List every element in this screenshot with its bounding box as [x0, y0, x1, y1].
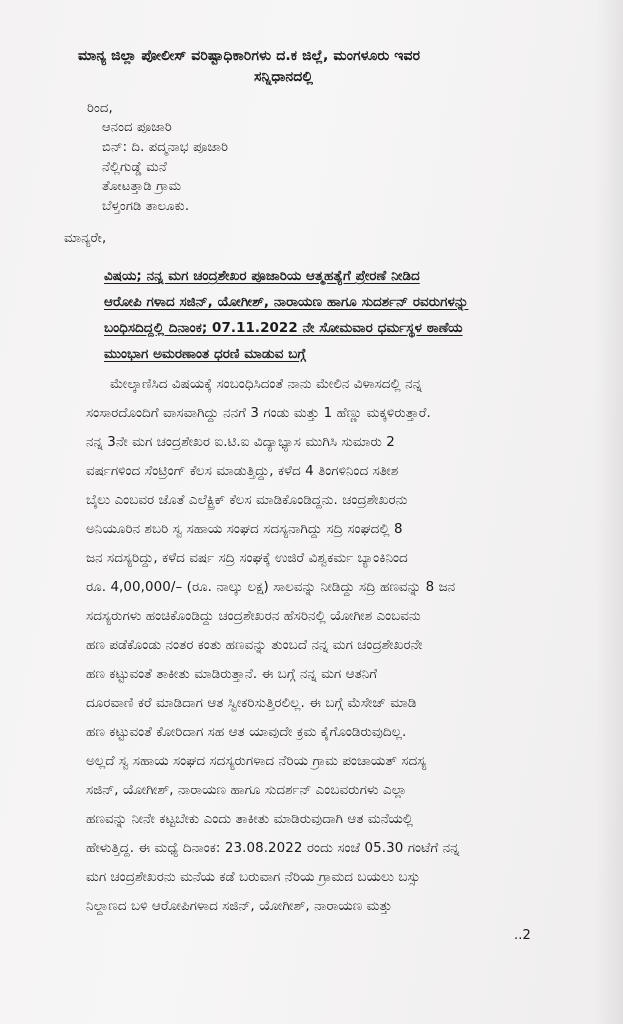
body-line-16: ಹಣವನ್ನು ನೀನೇ ಕಟ್ಟಬೇಕು ಎಂದು ತಾಕೀತು ಮಾಡಿರುವುದಾಗಿ ಆತ ಮನೆಯಲ್ಲಿ: [86, 812, 414, 827]
subject-line-2: ಆರೋಪಿ ಗಳಾದ ಸಜಿನ್, ಯೋಗೀಶ್, ನಾರಾಯಣ ಹಾಗೂ ಸುದರ್ಶನ್ ರವರುಗಳನ್ನು: [104, 295, 469, 310]
body-line-4: ವರ್ಷಗಳಿಂದ ಸೆಂಟ್ರಿಂಗ್ ಕೆಲಸ ಮಾಡುತ್ತಿದ್ದು, ಕಳೆದ 4 ತಿಂಗಳಿನಿಂದ ಸತೀಶ: [86, 464, 399, 479]
body-line-15: ಸಜಿನ್, ಯೋಗೀಶ್, ನಾರಾಯಣ ಹಾಗೂ ಸುದರ್ಶನ್ ಎಂಬವರುಗಳು ಎಲ್ಲಾ: [86, 783, 407, 798]
subject-line-3: ಬಂಧಿಸದಿದ್ದಲ್ಲಿ ದಿನಾಂಕ; 07.11.2022 ನೇ ಸೋಮವಾರ ಧರ್ಮಸ್ಥಳ ಠಾಣೆಯ: [104, 321, 463, 336]
heading-line-2: ಸನ್ನಿಧಾನದಲ್ಲಿ: [254, 69, 314, 85]
heading-line-1: ಮಾನ್ಯ ಜಿಲ್ಲಾ ಪೋಲೀಸ್ ವರಿಷ್ಟಾಧಿಕಾರಿಗಳು ದ.ಕ ಜಿಲ್ಲೆ, ಮಂಗಳೂರು ಇವರ: [78, 48, 421, 64]
body-line-2: ಸಂಸಾರದೊಂದಿಗೆ ವಾಸವಾಗಿದ್ದು ನನಗೆ 3 ಗಂಡು ಮತ್ತು 1 ಹೆಣ್ಣು ಮಕ್ಕಳಿರುತ್ತಾರೆ.: [86, 406, 431, 421]
sender-name: ಆನಂದ ಪೂಜಾರಿ: [102, 120, 172, 135]
body-line-11: ಹಣ ಕಟ್ಟುವಂತೆ ತಾಕೀತು ಮಾಡಿರುತ್ತಾನೆ. ಈ ಬಗ್ಗೆ ನನ್ನ ಮಗ ಆತನಿಗೆ: [86, 667, 378, 682]
body-line-9: ಸದಸ್ಯರುಗಳು ಹಂಚಿಕೊಂಡಿದ್ದು ಚಂದ್ರಶೇಖರನ ಹೆಸರಿನಲ್ಲಿ ಯೋಗೀಶ ಎಂಬವನು: [86, 609, 421, 624]
body-line-7: ಜನ ಸದಸ್ಯರಿದ್ದು, ಕಳೆದ ವರ್ಷ ಸದ್ರಿ ಸಂಘಕ್ಕೆ ಉಜಿರೆ ವಿಶ್ವಕರ್ಮ ಬ್ಯಾಂಕಿನಿಂದ: [86, 551, 408, 566]
body-line-17: ಹೇಳುತ್ತಿದ್ದ. ಈ ಮಧ್ಯೆ ದಿನಾಂಕ: 23.08.2022 ರಂದು ಸಂಜೆ 05.30 ಗಂಟೆಗೆ ನನ್ನ: [86, 841, 460, 856]
subject-line-1: ವಿಷಯ; ನನ್ನ ಮಗ ಚಂದ್ರಶೇಖರ ಪೂಜಾರಿಯ ಆತ್ಮಹತ್ಯೆಗೆ ಪ್ರೇರಣೆ ನೀಡಿದ: [104, 269, 420, 284]
body-line-5: ಬೈಲು ಎಂಬವರ ಜೊತೆ ಎಲೆಕ್ಟ್ರಿಕ್ ಕೆಲಸ ಮಾಡಿಕೊಂಡಿದ್ದನು. ಚಂದ್ರಶೇಖರನು: [86, 493, 408, 508]
sender-father: ಬಿನ್: ದಿ. ಪದ್ಮನಾಭ ಪೂಜಾರಿ: [102, 140, 229, 155]
body-line-13: ಹಣ ಕಟ್ಟುವಂತೆ ಕೋರಿದಾಗ ಸಹ ಆತ ಯಾವುದೇ ಕ್ರಮ ಕೈಗೊಂಡಿರುವುದಿಲ್ಲ.: [86, 725, 407, 740]
page-number: ..2: [514, 928, 531, 943]
salutation: ಮಾನ್ಯರೇ,: [64, 231, 107, 246]
body-line-14: ಅಲ್ಲದೆ ಸ್ವ ಸಹಾಯ ಸಂಘದ ಸದಸ್ಯರುಗಳಾದ ನೆರಿಯ ಗ್ರಾಮ ಪಂಚಾಯತ್ ಸದಸ್ಯ: [86, 754, 427, 769]
body-line-1: ಮೇಲ್ಕಾಣಿಸಿದ ವಿಷಯಕ್ಕೆ ಸಂಬಂಧಿಸಿದಂತೆ ನಾನು ಮೇಲಿನ ವಿಳಾಸದಲ್ಲಿ ನನ್ನ: [110, 377, 423, 392]
body-line-19: ನಿಲ್ದಾಣದ ಬಳಿ ಆರೋಪಿಗಳಾದ ಸಜಿನ್, ಯೋಗೀಶ್, ನಾರಾಯಣ ಮತ್ತು: [86, 899, 393, 914]
subject-line-4: ಮುಂಭಾಗ ಅಮರಣಾಂತ ಧರಣಿ ಮಾಡುವ ಬಗ್ಗೆ: [104, 347, 306, 362]
body-line-3: ನನ್ನ 3ನೇ ಮಗ ಚಂದ್ರಶೇಖರ ಐ.ಟಿ.ಐ ವಿದ್ಯಾಭ್ಯಾಸ ಮುಗಿಸಿ ಸುಮಾರು 2: [86, 435, 395, 450]
body-line-10: ಹಣ ಪಡೆಕೊಂಡು ನಂತರ ಕಂತು ಹಣವನ್ನು ತುಂಬದೆ ನನ್ನ ಮಗ ಚಂದ್ರಶೇಖರನೇ: [86, 638, 423, 653]
body-line-18: ಮಗ ಚಂದ್ರಶೇಖರನು ಮನೆಯ ಕಡೆ ಬರುವಾಗ ನೆರಿಯ ಗ್ರಾಮದ ಬಯಲು ಬಸ್ಸು: [86, 870, 421, 885]
body-line-12: ದೂರವಾಣಿ ಕರೆ ಮಾಡಿದಾಗ ಆತ ಸ್ವೀಕರಿಸುತ್ತಿರಲಿಲ್ಲ. ಈ ಬಗ್ಗೆ ಮೆಸೇಜ್ ಮಾಡಿ: [86, 696, 417, 711]
page-edge-shadow: [595, 0, 623, 1024]
sender-village: ತೋಟತ್ತಾಡಿ ಗ್ರಾಮ: [102, 179, 182, 194]
from-label: ರಿಂದ,: [87, 101, 113, 116]
sender-taluk: ಬೆಳ್ತಂಗಡಿ ತಾಲೂಕು.: [102, 199, 190, 214]
body-line-6: ಅನಿಯೂರಿನ ಶಬರಿ ಸ್ವ ಸಹಾಯ ಸಂಘದ ಸದಸ್ಯನಾಗಿದ್ದು ಸದ್ರಿ ಸಂಘದಲ್ಲಿ 8: [86, 522, 403, 537]
body-line-8: ರೂ. 4,00,000/– (ರೂ. ನಾಲ್ಕು ಲಕ್ಷ) ಸಾಲವನ್ನು ನೀಡಿದ್ದು ಸದ್ರಿ ಹಣವನ್ನು 8 ಜನ: [86, 580, 456, 595]
sender-house: ನೆಲ್ಲಿಗುಡ್ಡೆ ಮನೆ: [102, 160, 167, 175]
